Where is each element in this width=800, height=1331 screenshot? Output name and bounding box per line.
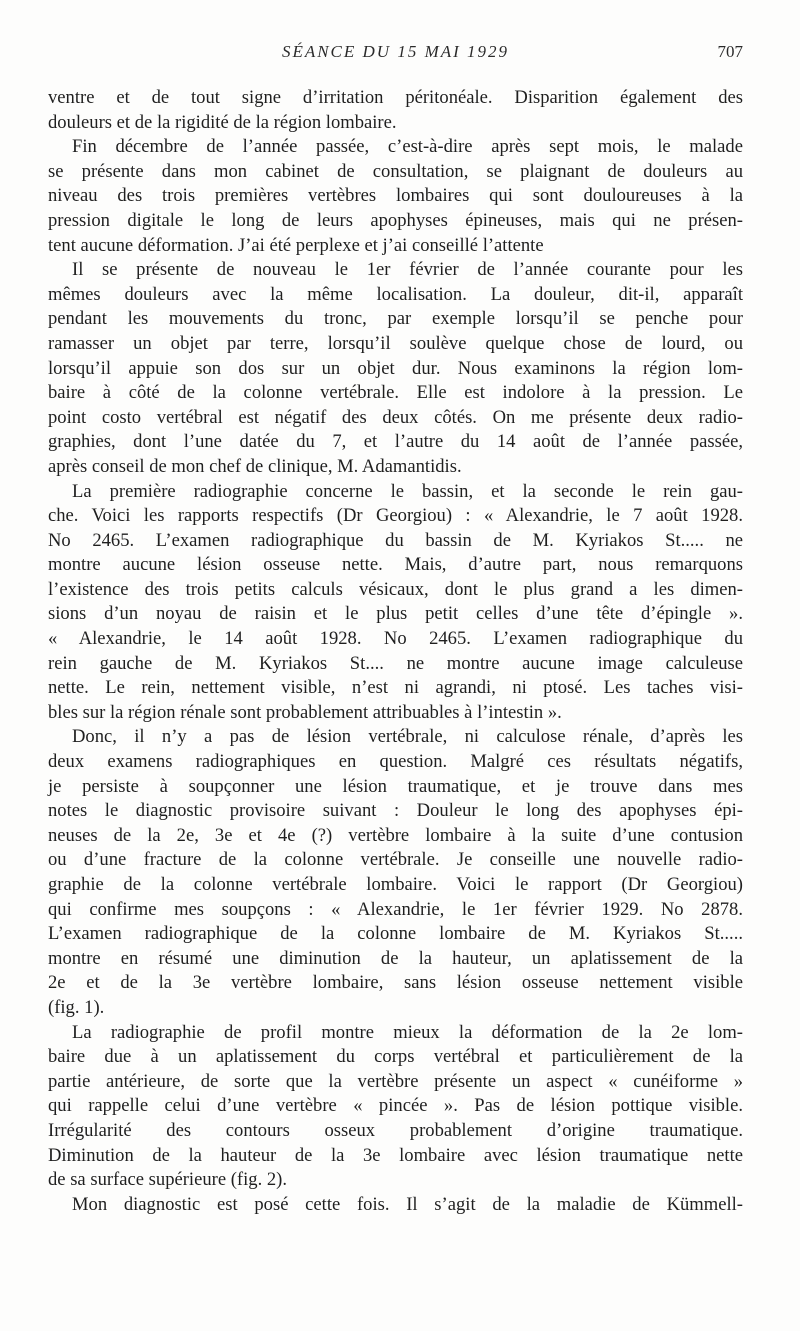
text-line: qui rappelle celui d’une vertèbre « pincée ». Pas de lésion pottique visible.: [48, 1095, 743, 1117]
text-line: montre aucune lésion osseuse nette. Mais, d’autre part, nous remarquons: [48, 554, 743, 576]
text-line: L’examen radiographique de la colonne lombaire de M. Kyriakos St.....: [48, 923, 743, 945]
text-line: bles sur la région rénale sont probablement attribuables à l’intestin ».: [48, 701, 562, 723]
text-line: graphie de la colonne vertébrale lombaire. Voici le rapport (Dr Georgiou): [48, 874, 743, 895]
text-line: de sa surface supérieure (fig. 2).: [48, 1169, 288, 1191]
page-header: [48, 42, 743, 68]
text-line: ventre et de tout signe d’irritation péritonéale. Disparition également des: [48, 87, 743, 108]
text-line: baire à côté de la colonne vertébrale. Elle est indolore à la pression. Le: [48, 382, 743, 404]
text-line: La radiographie de profil montre mieux la déformation de la 2e lom-: [72, 1021, 743, 1043]
text-line: No 2465. L’examen radiographique du bassin de M. Kyriakos St..... ne: [48, 529, 743, 551]
text-line: pression digitale le long de leurs apophyses épineuses, mais qui ne présen-: [48, 209, 743, 231]
text-line: rein gauche de M. Kyriakos St.... ne montre aucune image calculeuse: [48, 652, 743, 674]
text-line: Diminution de la hauteur de la 3e lombaire avec lésion traumatique nette: [48, 1144, 743, 1166]
text-line: point costo vertébral est négatif des deux côtés. On me présente deux radio-: [48, 406, 743, 428]
text-line: tent aucune déformation. J’ai été perplexe et j’ai conseillé l’attente: [48, 234, 544, 256]
text-line: douleurs et de la rigidité de la région lombaire.: [48, 111, 397, 133]
text-line: nette. Le rein, nettement visible, n’est ni agrandi, ni ptosé. Les taches visi-: [48, 677, 743, 699]
text-line: « Alexandrie, le 14 août 1928. No 2465. L’examen radiographique du: [48, 628, 743, 650]
text-line: graphies, dont l’une datée du 7, et l’autre du 14 août de l’année passée,: [48, 431, 743, 453]
text-line: partie antérieure, de sorte que la vertèbre présente un aspect « cunéiforme »: [48, 1070, 743, 1092]
text-line: niveau des trois premières vertèbres lombaires qui sont douloureuses à la: [48, 185, 743, 207]
text-line: je persiste à soupçonner une lésion traumatique, et je trouve dans mes: [48, 775, 743, 797]
text-line: montre en résumé une diminution de la hauteur, un aplatissement de la: [48, 947, 743, 969]
text-line: notes le diagnostic provisoire suivant : Douleur le long des apophyses épi-: [48, 800, 743, 822]
text-line: mêmes douleurs avec la même localisation. La douleur, dit-il, apparaît: [48, 283, 743, 305]
text-line: l’existence des trois petits calculs vésicaux, dont le plus grand a les dimen-: [48, 578, 743, 600]
text-line: ramasser un objet par terre, lorsqu’il soulève quelque chose de lourd, ou: [48, 332, 743, 354]
text-line: se présente dans mon cabinet de consultation, se plaignant de douleurs au: [48, 160, 743, 182]
text-line: Irrégularité des contours osseux probablement d’origine traumatique.: [48, 1119, 743, 1141]
text-line: baire due à un aplatissement du corps vertébral et particulièrement de la: [48, 1046, 743, 1068]
text-line: lorsqu’il appuie son dos sur un objet dur. Nous examinons la région lom-: [48, 357, 743, 379]
text-line: Donc, il n’y a pas de lésion vertébrale, ni calculose rénale, d’après les: [72, 726, 743, 748]
text-line: sions d’un noyau de raisin et le plus petit celles d’une tête d’épingle ».: [48, 603, 743, 625]
text-line: La première radiographie concerne le bassin, et la seconde le rein gau-: [72, 480, 743, 502]
body-text: [48, 86, 743, 1217]
text-line: qui confirme mes soupçons : « Alexandrie, le 1er février 1929. No 2878.: [48, 898, 743, 920]
running-title: SÉANCE DU 15 MAI 1929: [281, 42, 510, 61]
text-line: Fin décembre de l’année passée, c’est-à-dire après sept mois, le malade: [72, 136, 743, 158]
page-number: 707: [717, 42, 743, 61]
text-line: après conseil de mon chef de clinique, M. Adamantidis.: [48, 455, 462, 477]
text-line: pendant les mouvements du tronc, par exemple lorsqu’il se penche pour: [48, 308, 743, 330]
text-line: ou d’une fracture de la colonne vertébrale. Je conseille une nouvelle radio-: [48, 849, 743, 871]
text-line: che. Voici les rapports respectifs (Dr Georgiou) : « Alexandrie, le 7 août 1928.: [48, 505, 743, 527]
text-line: deux examens radiographiques en question. Malgré ces résultats négatifs,: [48, 751, 743, 773]
text-line: (fig. 1).: [48, 996, 105, 1018]
text-line: Mon diagnostic est posé cette fois. Il s’agit de la maladie de Kümmell-: [72, 1193, 743, 1215]
text-line: neuses de la 2e, 3e et 4e (?) vertèbre lombaire à la suite d’une contusion: [48, 824, 743, 846]
text-line: Il se présente de nouveau le 1er février de l’année courante pour les: [72, 259, 743, 281]
text-line: 2e et de la 3e vertèbre lombaire, sans lésion osseuse nettement visible: [48, 972, 743, 994]
